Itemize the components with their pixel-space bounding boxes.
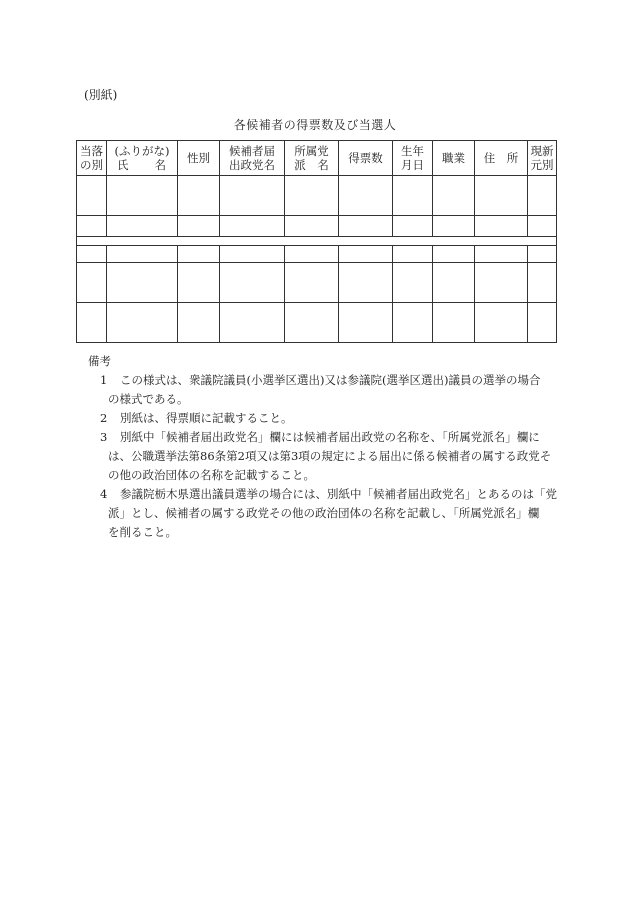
table-row (77, 216, 557, 237)
table-header-row (77, 141, 557, 176)
header-votes: 得票数 (339, 141, 393, 176)
attachment-label: (別紙) (84, 88, 118, 102)
header-address: 住 所 (475, 141, 528, 176)
header-nominating-party: 候補者届 出政党名 (220, 141, 285, 176)
note-number: 4 (100, 487, 108, 501)
results-table (76, 140, 557, 343)
note-text: 参議院栃木県選出議員選挙の場合には、別紙中「候補者届出政党名」とあるのは「党 (120, 487, 557, 501)
note-number: 2 (100, 411, 108, 425)
note-text: の様式である。 (108, 392, 189, 406)
header-occupation: 職業 (433, 141, 475, 176)
header-birthdate: 生年 月日 (393, 141, 433, 176)
note-number: 3 (100, 430, 108, 444)
note-text: この様式は、衆議院議員(小選挙区選出)又は参議院(選挙区選出)議員の選挙の場合 (120, 373, 541, 387)
note-text: の他の政治団体の名称を記載すること。 (108, 468, 315, 482)
form-title: 各候補者の得票数及び当選人 (233, 118, 397, 132)
note-text: 別紙中「候補者届出政党名」欄には候補者届出政党の名称を、「所属党派名」欄に (120, 430, 540, 444)
table-row (77, 176, 557, 216)
header-affiliated-party: 所属党 派 名 (285, 141, 339, 176)
table-row (77, 263, 557, 303)
note-text: を削ること。 (108, 525, 177, 539)
notes-heading: 備考 (88, 354, 111, 368)
note-text: 別紙は、得票順に記載すること。 (120, 411, 293, 425)
double-line-separator (77, 237, 557, 246)
header-gender: 性別 (178, 141, 220, 176)
table-row (77, 246, 557, 263)
note-text: は、公職選挙法第86条第2項又は第3項の規定による届出に係る候補者の属する政党そ (108, 449, 552, 463)
table-row (77, 303, 557, 343)
header-status: 現新 元別 (528, 141, 557, 176)
note-number: 1 (100, 373, 108, 387)
header-name: (ふりがな) 氏 名 (107, 141, 178, 176)
header-result: 当落 の別 (77, 141, 107, 176)
note-text: 派」とし、候補者の属する政党その他の政治団体の名称を記載し、「所属党派名」欄 (108, 506, 540, 520)
